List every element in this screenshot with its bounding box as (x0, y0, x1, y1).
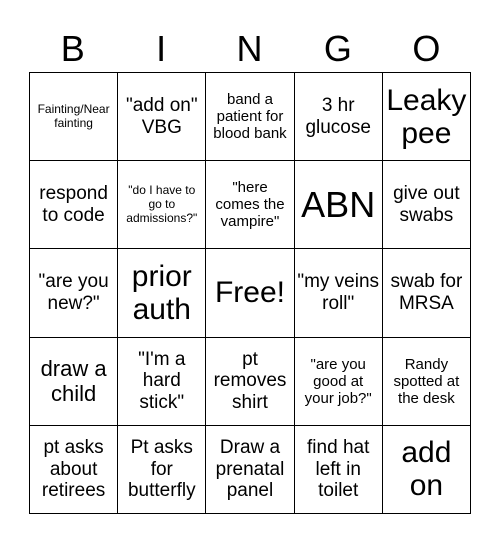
bingo-cell[interactable]: "I'm a hard stick" (118, 338, 206, 426)
header-letter-b: B (60, 28, 86, 69)
bingo-cell[interactable]: respond to code (30, 161, 118, 249)
bingo-cell[interactable]: Draw a prenatal panel (206, 426, 294, 514)
bingo-free-cell[interactable]: Free! (206, 249, 294, 337)
bingo-header (29, 24, 471, 74)
bingo-cell[interactable]: Fainting/Near fainting (30, 73, 118, 161)
bingo-cell[interactable]: 3 hr glucose (295, 73, 383, 161)
bingo-cell[interactable]: ABN (295, 161, 383, 249)
bingo-cell[interactable]: band a patient for blood bank (206, 73, 294, 161)
bingo-cell[interactable]: "are you new?" (30, 249, 118, 337)
bingo-cell[interactable]: find hat left in toilet (295, 426, 383, 514)
bingo-cell[interactable]: "here comes the vampire" (206, 161, 294, 249)
header-letter-o: O (412, 28, 442, 69)
bingo-cell[interactable]: draw a child (30, 338, 118, 426)
bingo-cell[interactable]: add on (383, 426, 471, 514)
bingo-cell[interactable]: "do I have to go to admissions?" (118, 161, 206, 249)
bingo-cell[interactable]: prior auth (118, 249, 206, 337)
header-letter-i: I (156, 28, 168, 69)
bingo-cell[interactable]: pt removes shirt (206, 338, 294, 426)
bingo-cell[interactable]: Randy spotted at the desk (383, 338, 471, 426)
bingo-cell[interactable]: pt asks about retirees (30, 426, 118, 514)
bingo-cell[interactable]: "add on" VBG (118, 73, 206, 161)
bingo-cell[interactable]: give out swabs (383, 161, 471, 249)
bingo-cell[interactable]: swab for MRSA (383, 249, 471, 337)
header-letter-n: N (236, 28, 264, 69)
bingo-cell[interactable]: Pt asks for butterfly (118, 426, 206, 514)
bingo-card (29, 72, 471, 514)
bingo-cell[interactable]: "are you good at your job?" (295, 338, 383, 426)
header-letter-g: G (323, 28, 353, 69)
bingo-cell[interactable]: "my veins roll" (295, 249, 383, 337)
bingo-cell[interactable]: Leaky pee (383, 73, 471, 161)
